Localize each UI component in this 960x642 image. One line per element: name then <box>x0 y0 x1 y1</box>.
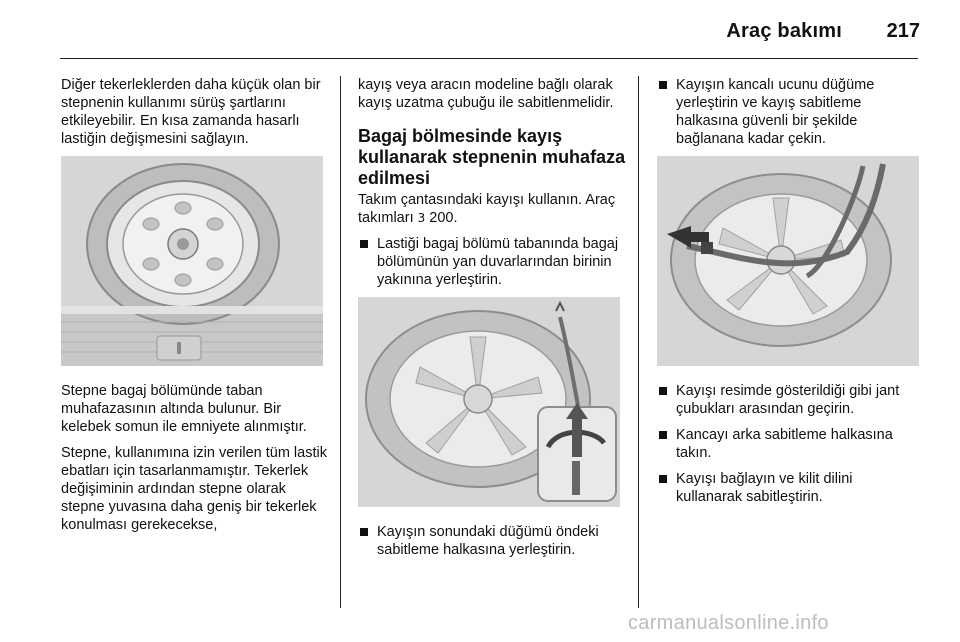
column-2 <box>358 76 626 567</box>
page-reference: 200. <box>429 210 458 226</box>
section-heading: Bagaj bölmesinde kayış kullanarak stepnenin muhafaza edilmesi <box>358 126 626 188</box>
strap-through-rim-figure <box>657 156 919 366</box>
page-number: 217 <box>886 20 920 42</box>
list-item: Kancayı arka sabitleme halkasına takın. <box>657 426 921 462</box>
bullet-square-icon <box>659 81 667 89</box>
list-item: Lastiği bagaj bölümü tabanında bagaj bölümünün yan duvarlarından birinin yakınına yerleştirin. <box>358 235 626 289</box>
column-3 <box>657 76 921 514</box>
bullet-square-icon <box>659 431 667 439</box>
section-title: Araç bakımı <box>726 20 842 42</box>
page-header <box>0 0 960 60</box>
list-item: Kayışın kancalı ucunu düğüme yerleştirin ve kayış sabitleme halkasına güvenli bir şekilde bağlanana kadar çekin. <box>657 76 921 148</box>
list-item: Kayışı resimde gösterildiği gibi jant çubukları arasından geçirin. <box>657 382 921 418</box>
paragraph: Diğer tekerleklerden daha küçük olan bir stepnenin kullanımı sürüş şartlarını etkileyebilir. En kısa zamanda hasarlı lastiğin değişmesini sağlayın. <box>61 77 321 147</box>
reference-arrow-icon: 3 <box>417 211 426 225</box>
column-divider <box>340 76 341 608</box>
list-item: Kayışın sonundaki düğümü öndeki sabitleme halkasına yerleştirin. <box>358 523 626 559</box>
strap-knot-figure <box>358 297 620 507</box>
paragraph: kayış veya aracın modeline bağlı olarak kayış uzatma çubuğu ile sabitlenmelidir. <box>358 77 614 111</box>
header-rule <box>60 58 918 59</box>
bullet-square-icon <box>659 387 667 395</box>
bullet-square-icon <box>659 475 667 483</box>
spare-wheel-figure <box>61 156 323 366</box>
column-1 <box>61 76 329 542</box>
watermark: carmanualsonline.info <box>628 612 829 634</box>
paragraph: Stepne, kullanımına izin verilen tüm lastik ebatları için tasarlanmamıştır. Tekerlek değişiminin ardından stepne olarak stepne yuvasına daha geniş bir tekerlek konulması gerekecekse, <box>61 445 327 533</box>
bullet-square-icon <box>360 240 368 248</box>
column-divider <box>638 76 639 608</box>
list-item: Kayışı bağlayın ve kilit dilini kullanarak sabitleştirin. <box>657 470 921 506</box>
paragraph: Takım çantasındaki kayışı kullanın. Araç takımları 3 200. <box>358 192 616 226</box>
paragraph: Stepne bagaj bölümünde taban muhafazasının altında bulunur. Bir kelebek somun ile emniyete alınmıştır. <box>61 383 307 435</box>
bullet-square-icon <box>360 528 368 536</box>
